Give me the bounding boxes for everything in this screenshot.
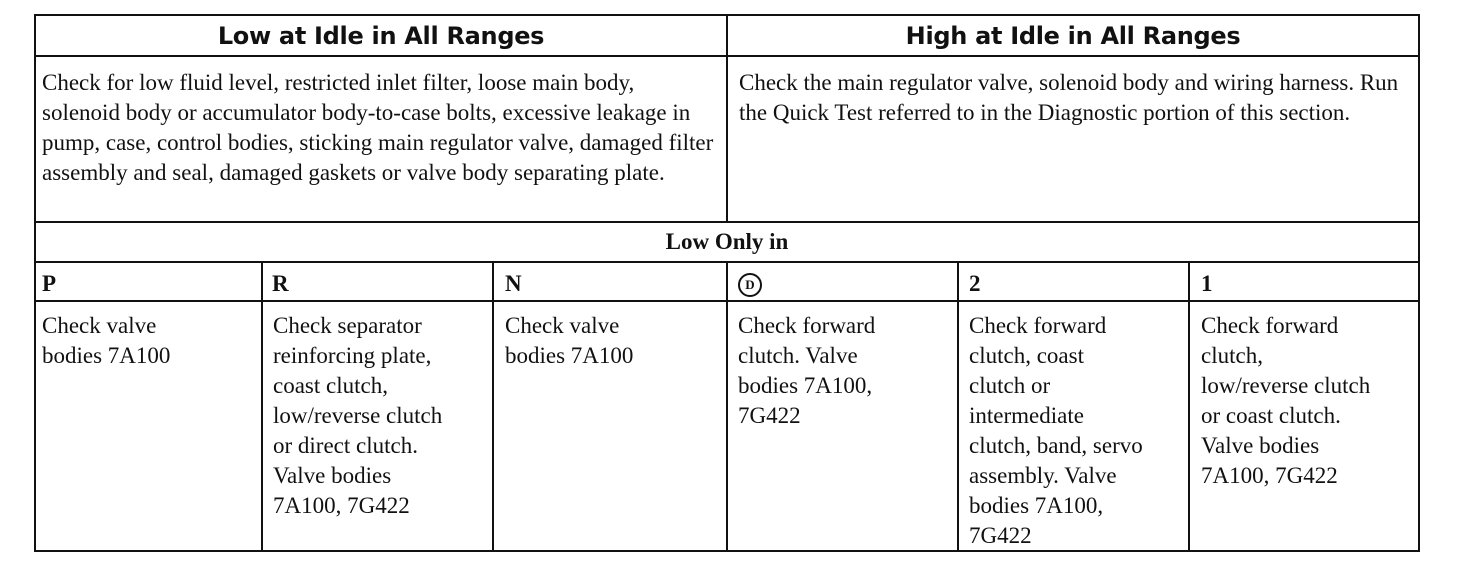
column-header-r: R: [272, 271, 289, 296]
rule-col-1: [261, 261, 263, 552]
rule-col-4: [957, 261, 959, 552]
column-text-r: Check separator reinforcing plate, coast clutch, low/reverse clutch or direct clutch. Valve bodies 7A100, 7G422: [273, 313, 443, 518]
column-header-1: 1: [1201, 271, 1213, 296]
low-only-header: Low Only in: [665, 229, 789, 254]
rule-col-5: [1188, 261, 1190, 552]
column-text-d: Check forward clutch. Valve bodies 7A100, 7G422: [738, 313, 876, 428]
column-header-d: [738, 270, 762, 297]
circled-d-icon: D: [738, 273, 762, 297]
column-header-n: N: [505, 271, 522, 296]
column-text-1: Check forward clutch, low/reverse clutch or coast clutch. Valve bodies 7A100, 7G422: [1201, 313, 1371, 488]
high-at-idle-header: High at Idle in All Ranges: [905, 22, 1241, 50]
high-at-idle-text: Check the main regulator valve, solenoid body and wiring harness. Run the Quick Test referred to in the Diagnostic portion of this section.: [739, 70, 1399, 125]
column-header-p: P: [42, 271, 57, 296]
low-at-idle-text: Check for low fluid level, restricted inlet filter, loose main body, solenoid body or accumulator body-to-case bolts, excessive leakage in pump, case, control bodies, sticking main regulator valve, damaged filter assembly and seal, damaged gaskets or valve body separating plate.: [42, 70, 714, 185]
rule-col-2: [492, 261, 494, 552]
column-header-2: 2: [969, 271, 981, 296]
column-text-2: Check forward clutch, coast clutch or intermediate clutch, band, servo assembly. Valve bodies 7A100, 7G422: [969, 313, 1143, 548]
column-text-n: Check valve bodies 7A100: [505, 313, 634, 368]
column-text-p: Check valve bodies 7A100: [42, 313, 171, 368]
rule-col-3: [726, 261, 728, 552]
low-at-idle-header: Low at Idle in All Ranges: [217, 22, 545, 50]
